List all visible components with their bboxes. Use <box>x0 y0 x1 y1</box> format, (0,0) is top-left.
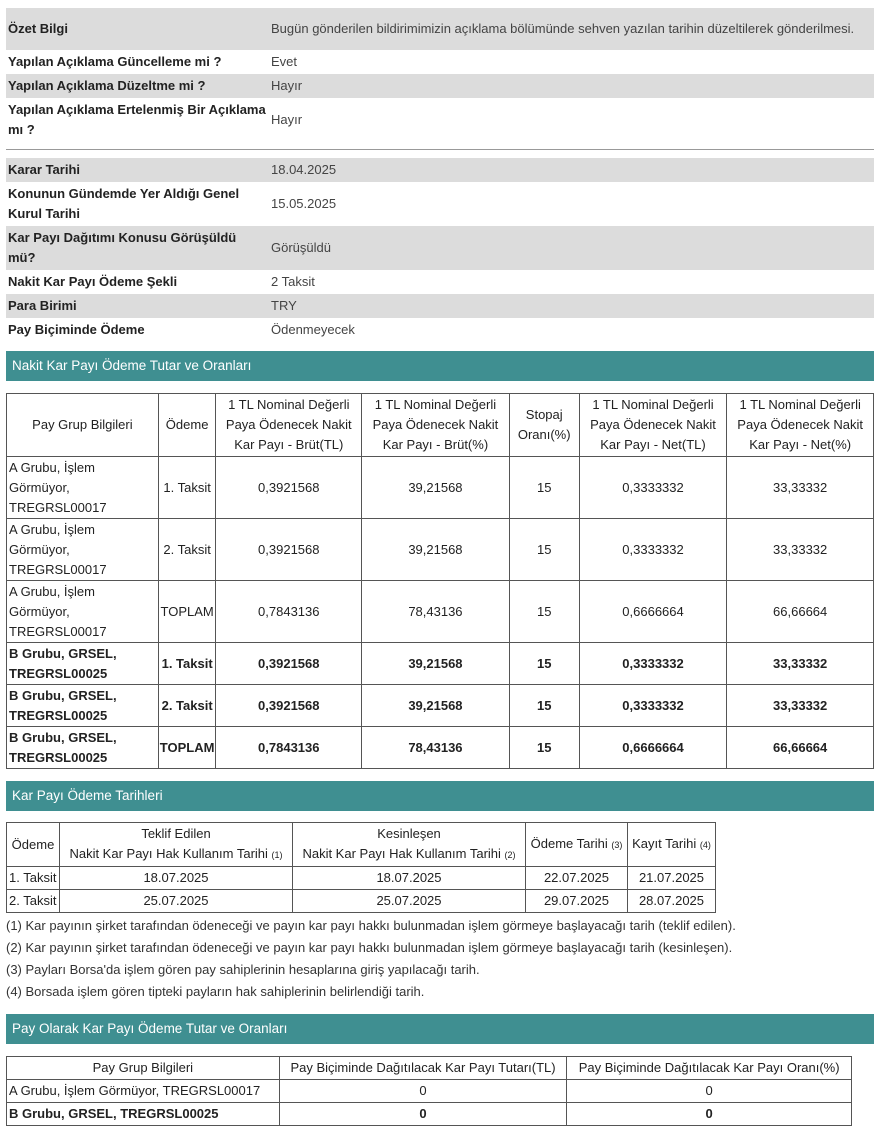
table-cell: 0,6666664 <box>579 581 727 643</box>
column-header: Pay Grup Bilgileri <box>7 1057 280 1080</box>
table-cell: 0 <box>567 1103 852 1126</box>
footnote: (3) Payları Borsa'da işlem gören pay sahiplerinin hesaplarına giriş yapılacağı tarih. <box>6 962 480 977</box>
detail-key: Konunun Gündemde Yer Aldığı Genel Kurul Tarihi <box>8 186 240 221</box>
column-header: Pay Grup Bilgileri <box>7 394 159 457</box>
detail-value: Görüşüldü <box>268 226 874 270</box>
column-header: Pay Biçiminde Dağıtılacak Kar Payı Tutarı(TL) <box>279 1057 567 1080</box>
table-cell: 66,66664 <box>727 727 874 769</box>
table-cell: 0,3921568 <box>216 457 362 519</box>
table-cell: 33,33332 <box>727 519 874 581</box>
table-cell: 0,3921568 <box>216 685 362 727</box>
table-cell: 0,3333332 <box>579 643 727 685</box>
summary-value: Hayır <box>271 112 303 127</box>
table-cell: 39,21568 <box>362 519 510 581</box>
table-cell: 78,43136 <box>362 581 510 643</box>
footnote: (4) Borsada işlem gören tipteki payların hak sahiplerinin belirlendiği tarih. <box>6 984 425 999</box>
column-header: 1 TL Nominal Değerli Paya Ödenecek Nakit Kar Payı - Net(TL) <box>579 394 727 457</box>
table-cell: 39,21568 <box>362 457 510 519</box>
table-cell: 15 <box>509 643 579 685</box>
share-dividend-table <box>6 1056 852 1126</box>
table-cell: A Grubu, İşlem Görmüyor, TREGRSL00017 <box>7 519 159 581</box>
table-cell: 33,33332 <box>727 457 874 519</box>
divider <box>6 149 874 150</box>
detail-value: 15.05.2025 <box>271 196 337 211</box>
table-row <box>7 1103 852 1126</box>
share-section-header: Pay Olarak Kar Payı Ödeme Tutar ve Oranları <box>6 1014 874 1044</box>
summary-key: Yapılan Açıklama Güncelleme mi ? <box>8 54 222 69</box>
table-cell: 28.07.2025 <box>628 890 716 913</box>
table-cell: A Grubu, İşlem Görmüyor, TREGRSL00017 <box>7 457 159 519</box>
column-header: Teklif Edilen Nakit Kar Payı Hak Kullanım Tarihi (1) <box>60 823 293 867</box>
table-row <box>7 890 716 913</box>
table-cell: TOPLAM <box>158 727 216 769</box>
dates-section-header: Kar Payı Ödeme Tarihleri <box>6 781 874 811</box>
column-header: Ödeme <box>7 823 60 867</box>
table-row <box>7 1080 852 1103</box>
detail-value: Ödenmeyecek <box>271 322 355 337</box>
table-cell: 18.07.2025 <box>60 867 293 890</box>
table-cell: 0,7843136 <box>216 581 362 643</box>
column-header: Kesinleşen Nakit Kar Payı Hak Kullanım Tarihi (2) <box>293 823 526 867</box>
column-header: 1 TL Nominal Değerli Paya Ödenecek Nakit Kar Payı - Brüt(%) <box>362 394 510 457</box>
column-header: Ödeme Tarihi (3) <box>526 823 628 867</box>
table-cell: 0,6666664 <box>579 727 727 769</box>
table-cell: 15 <box>509 727 579 769</box>
table-cell: 15 <box>509 519 579 581</box>
table-cell: 1. Taksit <box>158 643 216 685</box>
table-cell: 0,3921568 <box>216 643 362 685</box>
table-cell: 1. Taksit <box>7 867 60 890</box>
table-cell: 2. Taksit <box>158 519 216 581</box>
footnotes <box>6 915 874 1003</box>
table-row <box>7 643 874 685</box>
table-cell: 33,33332 <box>727 685 874 727</box>
table-cell: 15 <box>509 457 579 519</box>
table-cell: 39,21568 <box>362 685 510 727</box>
table-row <box>7 727 874 769</box>
table-cell: B Grubu, GRSEL, TREGRSL00025 <box>7 685 159 727</box>
table-cell: B Grubu, GRSEL, TREGRSL00025 <box>7 1103 280 1126</box>
table-cell: A Grubu, İşlem Görmüyor, TREGRSL00017 <box>7 581 159 643</box>
table-cell: 0,3333332 <box>579 685 727 727</box>
cash-section-header: Nakit Kar Payı Ödeme Tutar ve Oranları <box>6 351 874 381</box>
table-cell: 39,21568 <box>362 643 510 685</box>
detail-value: TRY <box>268 294 874 318</box>
table-cell: 1. Taksit <box>158 457 216 519</box>
table-cell: 25.07.2025 <box>60 890 293 913</box>
column-header: Pay Biçiminde Dağıtılacak Kar Payı Oranı(%) <box>567 1057 852 1080</box>
summary-key: Özet Bilgi <box>6 8 268 50</box>
table-row <box>7 867 716 890</box>
details-table <box>6 158 874 342</box>
detail-key: Nakit Kar Payı Ödeme Şekli <box>8 274 178 289</box>
table-cell: 2. Taksit <box>158 685 216 727</box>
table-cell: 2. Taksit <box>7 890 60 913</box>
table-cell: A Grubu, İşlem Görmüyor, TREGRSL00017 <box>7 1080 280 1103</box>
table-cell: B Grubu, GRSEL, TREGRSL00025 <box>7 727 159 769</box>
column-header: 1 TL Nominal Değerli Paya Ödenecek Nakit Kar Payı - Brüt(TL) <box>216 394 362 457</box>
detail-value: 2 Taksit <box>271 274 315 289</box>
table-cell: 0 <box>279 1103 567 1126</box>
table-row <box>7 519 874 581</box>
summary-value: Hayır <box>268 74 874 98</box>
table-cell: 15 <box>509 581 579 643</box>
table-cell: 25.07.2025 <box>293 890 526 913</box>
table-cell: 33,33332 <box>727 643 874 685</box>
summary-value: Bugün gönderilen bildirimimizin açıklama bölümünde sehven yazılan tarihin düzeltilerek gönderilmesi. <box>268 8 874 50</box>
table-cell: 0,3921568 <box>216 519 362 581</box>
table-cell: 0 <box>279 1080 567 1103</box>
detail-value: 18.04.2025 <box>268 158 874 182</box>
payment-dates-table <box>6 822 716 913</box>
table-cell: 21.07.2025 <box>628 867 716 890</box>
column-header: Stopaj Oranı(%) <box>509 394 579 457</box>
table-cell: 78,43136 <box>362 727 510 769</box>
table-cell: 29.07.2025 <box>526 890 628 913</box>
column-header: 1 TL Nominal Değerli Paya Ödenecek Nakit Kar Payı - Net(%) <box>727 394 874 457</box>
cash-dividend-table <box>6 393 874 769</box>
column-header: Kayıt Tarihi (4) <box>628 823 716 867</box>
table-cell: 0,3333332 <box>579 519 727 581</box>
table-cell: 0 <box>567 1080 852 1103</box>
detail-key: Pay Biçiminde Ödeme <box>8 322 145 337</box>
summary-key: Yapılan Açıklama Düzeltme mi ? <box>6 74 268 98</box>
column-header: Ödeme <box>158 394 216 457</box>
table-cell: B Grubu, GRSEL, TREGRSL00025 <box>7 643 159 685</box>
detail-key: Kar Payı Dağıtımı Konusu Görüşüldü mü? <box>6 226 268 270</box>
table-cell: 66,66664 <box>727 581 874 643</box>
table-row <box>7 457 874 519</box>
table-row <box>7 581 874 643</box>
summary-value: Evet <box>271 54 298 69</box>
detail-key: Karar Tarihi <box>6 158 268 182</box>
summary-key: Yapılan Açıklama Ertelenmiş Bir Açıklama mı ? <box>8 102 266 137</box>
detail-key: Para Birimi <box>6 294 268 318</box>
table-cell: 22.07.2025 <box>526 867 628 890</box>
table-cell: 0,3333332 <box>579 457 727 519</box>
table-cell: 0,7843136 <box>216 727 362 769</box>
table-cell: 15 <box>509 685 579 727</box>
table-row <box>7 685 874 727</box>
table-cell: TOPLAM <box>158 581 216 643</box>
summary-table <box>6 8 874 142</box>
footnote: (2) Kar payının şirket tarafından ödeneceği ve payın kar payı hakkı bulunmadan işlem görmeye başlayacağı tarih (kesinleşen). <box>6 940 733 955</box>
footnote: (1) Kar payının şirket tarafından ödeneceği ve payın kar payı hakkı bulunmadan işlem görmeye başlayacağı tarih (teklif edilen). <box>6 918 736 933</box>
table-cell: 18.07.2025 <box>293 867 526 890</box>
